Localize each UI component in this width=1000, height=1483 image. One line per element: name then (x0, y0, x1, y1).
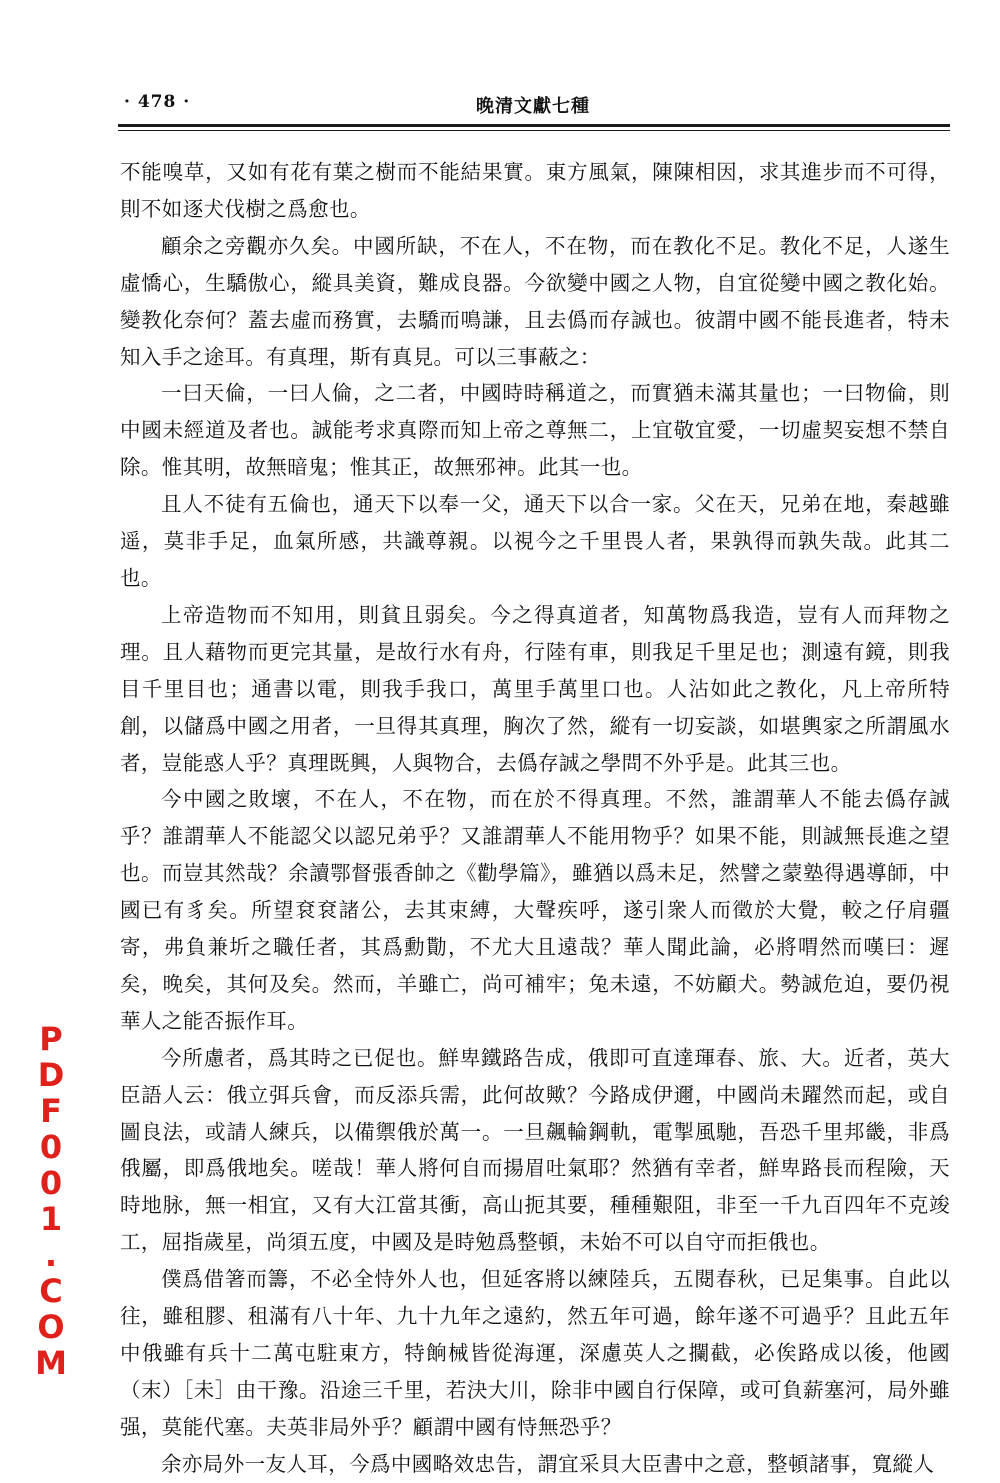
paragraph-9: 余亦局外一友人耳，今爲中國略效忠告，謂宜采貝大臣書中之意，整頓諸事，寬縱人 (161, 1451, 935, 1476)
book-title: 晚清文獻七種 (476, 96, 590, 117)
paragraph-4: 且人不徒有五倫也，通天下以奉一父，通天下以合一家。父在天，兄弟在地，秦越雖遥，莫非手足，血氣所感，共識尊親。以視今之千里畏人者，果孰得而孰失哉。此其二也。 (120, 492, 950, 590)
paragraph-2: 顧余之旁觀亦久矣。中國所缺，不在人，不在物，而在教化不足。教化不足，人遂生虛憍心，生驕傲心，縱具美資，難成良器。今欲變中國之人物，自宜從變中國之教化始。變教化奈何？蓋去虛而務實，去驕而鳴謙，且去僞而存誠也。彼謂中國不能長進者，特未知入手之途耳。有真理，斯有真見。可以三事蔽之： (120, 233, 950, 369)
paragraph-3: 一曰天倫，一曰人倫，之二者，中國時時稱道之，而實猶未滿其量也；一曰物倫，則中國未經道及者也。誠能考求真際而知上帝之尊無二，上宜敬宜愛，一切虛契妄想不禁自除。惟其明，故無暗鬼；惟其正，故無邪神。此其一也。 (120, 381, 950, 480)
paragraph-5: 上帝造物而不知用，則貧且弱矣。今之得真道者，知萬物爲我造，豈有人而拜物之理。且人藉物而更完其量，是故行水有舟，行陸有車，則我足千里足也；測遠有鏡，則我目千里目也；通書以電，則我手我口，萬里手萬里口也。人沾如此之教化，凡上帝所特創，以儲爲中國之用者，一旦得其真理，胸次了然，縱有一切妄談，如堪輿家之所謂風水者，豈能惑人乎？真理既興，人與物合，去僞存誠之學問不外乎是。此其三也。 (120, 602, 950, 775)
watermark: PDF001.COM (32, 1020, 70, 1380)
paragraph-6: 今中國之敗壞，不在人，不在物，而在於不得真理。不然，誰謂華人不能去僞存誠乎？誰謂華人不能認父以認兄弟乎？又誰謂華人不能用物乎？如果不能，則誠無長進之望也。而豈其然哉？余讀鄂督張香帥之《勸學篇》，雖猶以爲未足，然譬之蒙塾得遇導師，中國已有豸矣。所望袞袞諸公，去其束縛，大聲疾呼，遂引衆人而徵於大覺，較之仔肩疆寄，弗負兼圻之職任者，其爲勳勩，不尤大且遠哉？華人聞此論，必將喟然而嘆曰：遲矣，晚矣，其何及矣。然而，羊雖亡，尚可補牢；兔未遠，不妨顧犬。勢誠危迫，要仍視華人之能否振作耳。 (120, 787, 950, 1033)
header-rule-thin (118, 130, 950, 131)
page-number: · 478 · (124, 92, 191, 112)
body-text (120, 154, 950, 1483)
header-rule-thick (118, 124, 950, 127)
paragraph-7: 今所慮者，爲其時之已促也。鮮卑鐵路告成，俄即可直達琿春、旅、大。近者，英大臣語人云：俄立弭兵會，而反添兵需，此何故歟？今路成伊邇，中國尚未躍然而起，或自圖良法，或請人練兵，以備禦俄於萬一。一旦飆輪鋼軌，電掣風馳，吾恐千里邦畿，非爲俄屬，即爲俄地矣。嗟哉！華人將何自而揚眉吐氣耶？然猶有幸者，鮮卑路長而程險，天時地脉，無一相宜，又有大江當其衝，高山扼其要，種種艱阻，非至一千九百四年不克竣工，屈指歲星，尚須五度，中國及是時勉爲整頓，未始不可以自守而拒俄也。 (120, 1045, 950, 1255)
paragraph-8: 僕爲借箸而籌，不必全恃外人也，但延客將以練陸兵，五閱春秋，已足集事。自此以往，雖租膠、租滿有八十年、九十九年之遠約，然五年可過，餘年遂不可過乎？且此五年中俄雖有兵十二萬屯駐東方，特餉械皆從海運，深慮英人之攔截，必俟路成以後，他國（末）［未］由干豫。沿途三千里，若決大川，除非中國自行保障，或可負薪塞河，局外雖强，莫能代塞。夫英非局外乎？顧謂中國有恃無恐乎？ (120, 1267, 950, 1439)
page-header (118, 92, 948, 122)
paragraph-1: 不能嗅草，又如有花有葉之樹而不能結果實。東方風氣，陳陳相因，求其進步而不可得，則不如逐犬伐樹之爲愈也。 (120, 160, 950, 221)
